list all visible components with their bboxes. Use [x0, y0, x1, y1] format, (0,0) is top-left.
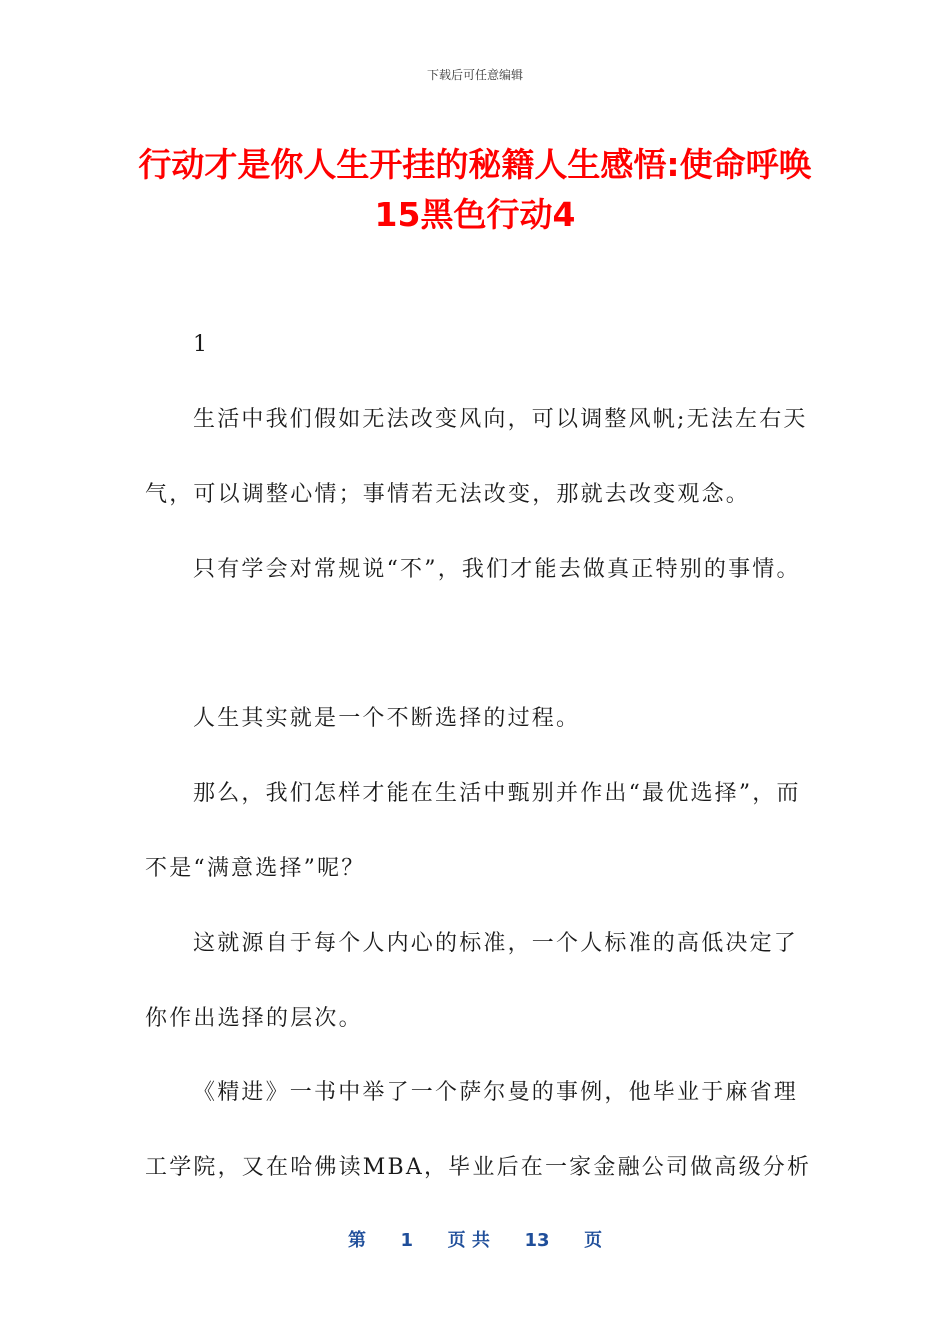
paragraph-2: 生活中我们假如无法改变风向，可以调整风帆;无法左右天气，可以调整心情；事情若无法改变，那就去改变观念。 [145, 407, 808, 507]
document-title: 行动才是你人生开挂的秘籍人生感悟:使命呼唤15黑色行动4 [138, 145, 812, 234]
paragraph-7: 《精进》一书中举了一个萨尔曼的事例，他毕业于麻省理工学院，又在哈佛读MBA，毕业后在一家金融公司做高级分析 [145, 1080, 812, 1180]
paragraph-5: 那么，我们怎样才能在生活中甄别并作出“最优选择”，而不是“满意选择”呢？ [145, 781, 801, 881]
paragraph-3: 只有学会对常规说“不”，我们才能去做真正特别的事情。 [193, 557, 801, 582]
footer-suffix: 页 [584, 1230, 603, 1251]
paragraph-4: 人生其实就是一个不断选择的过程。 [193, 706, 581, 731]
paragraph-1: 1 [193, 332, 210, 357]
footer-prefix: 第 [347, 1230, 366, 1251]
paragraph-6: 这就源自于每个人内心的标准，一个人标准的高低决定了你作出选择的层次。 [145, 931, 799, 1031]
page-footer [0, 1226, 950, 1252]
total-pages: 13 [524, 1230, 550, 1251]
header-note: 下载后可任意编辑 [426, 68, 523, 82]
footer-middle: 页 共 [447, 1230, 490, 1251]
current-page-number: 1 [400, 1230, 414, 1251]
